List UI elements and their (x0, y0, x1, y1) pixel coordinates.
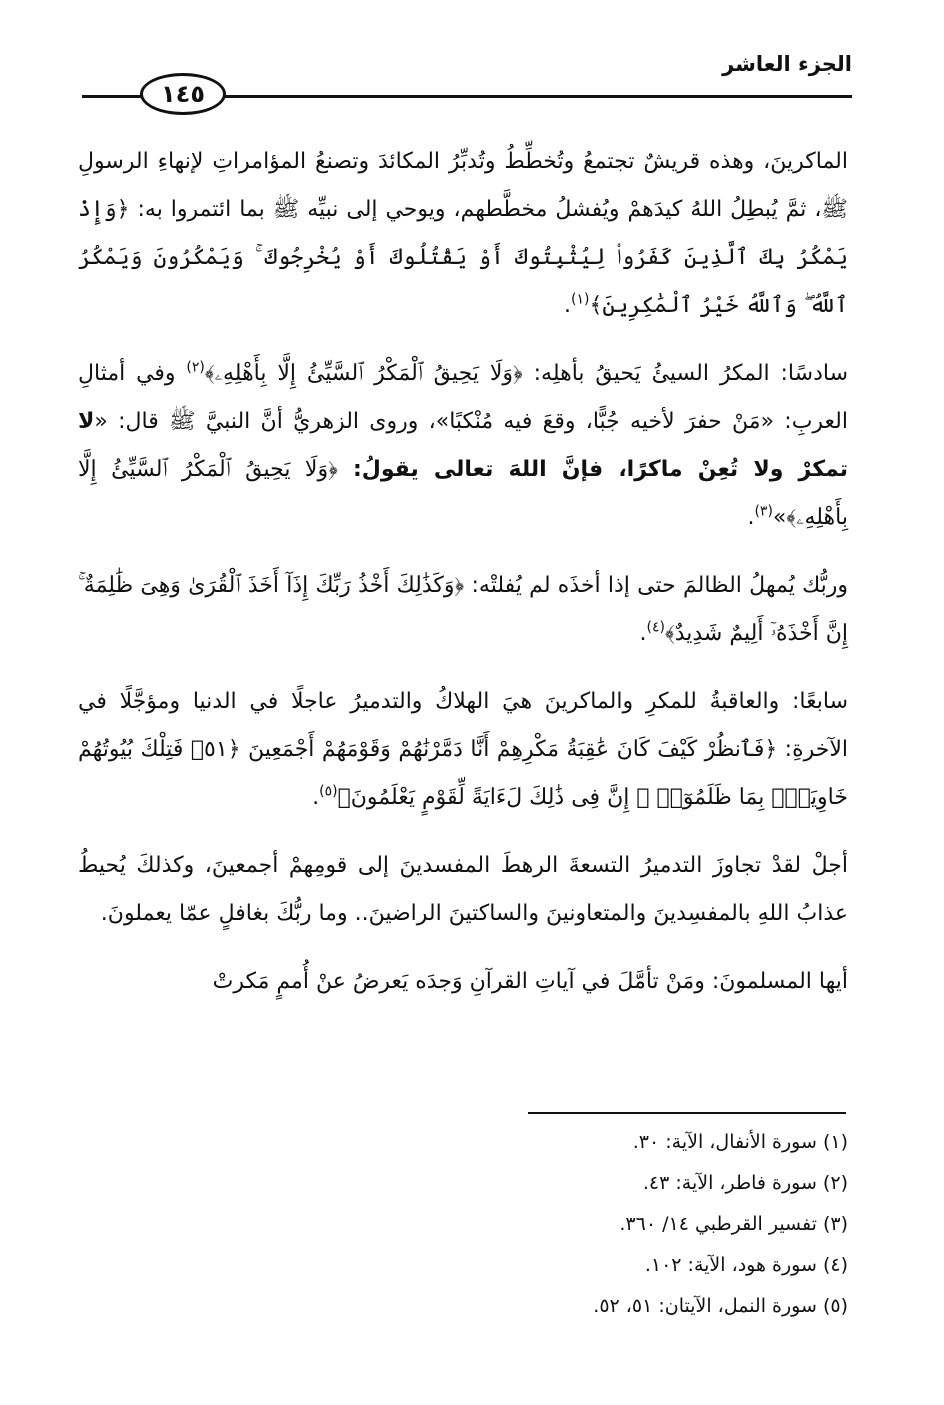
page-number: ١٤٥ (140, 73, 226, 115)
quran-verse: ﴿وَكَذَٰلِكَ أَخْذُ رَبِّكَ إِذَآ أَخَذَ ٱلْقُرَىٰ وَهِىَ ظَٰلِمَةٌ ۚ إِنَّ أَخْذَهُۥٓ أَلِيمٌ شَدِيدٌ﴾ (78, 573, 848, 646)
footnote-ref-4: (٤) (646, 619, 665, 636)
hadith-quote: لا تمكرْ ولا تُعِنْ ماكرًا، فإنَّ اللهَ تعالى يقولُ: (78, 409, 849, 482)
paragraph-text: أجلْ لقدْ تجاوزَ التدميرُ التسعةَ الرهطَ المفسدينَ إلى قومِهمْ أجمعينَ، وكذلكَ يُحيطُ عذابُ اللهِ بالمفسِدينَ والمتعاونينَ والساكتينَ الراضينَ.. وما ربُّكَ بغافلٍ عمّا يعملونَ. (78, 853, 848, 926)
paragraph-end: . (312, 785, 320, 810)
footnote-1: (١) سورة الأنفال، الآية: ٣٠. (632, 1131, 848, 1153)
paragraph-text: سادسًا: المكرُ السيئُ يَحيقُ بأهلِه: (522, 361, 848, 386)
footnote-rule (528, 1112, 846, 1114)
paragraph-5 (78, 842, 848, 938)
paragraph-text: أيها المسلمونَ: ومَنْ تأمَّلَ في آياتِ القرآنِ وَجدَه يَعرضُ عنْ أُممٍ مَكرتْ (212, 969, 848, 994)
footnote-4: (٤) سورة هود، الآية: ١٠٢. (644, 1254, 848, 1276)
paragraph-3 (78, 562, 848, 658)
paragraph-text: وربُّك يُمهلُ الظالمَ حتى إذا أخذَه لم يُفلتْه: (464, 573, 848, 598)
quran-verse: ﴿فَٱنظُرْ كَيْفَ كَانَ عَٰقِبَةُ مَكْرِهِمْ أَنَّا دَمَّرْنَٰهُمْ وَقَوْمَهُمْ أَجْمَعِينَ ﴿٥١﴾ فَتِلْكَ بُيُوتُهُمْ خَاوِيَةًۢ بِمَا ظَلَمُوٓا۟ ۗ إِنَّ فِى ذَٰلِكَ لَءَايَةً لِّقَوْمٍ يَعْلَمُونَ﴾ (78, 737, 848, 810)
quran-verse: ﴿وَإِذْ يَمْكُرُ بِكَ ٱلَّذِينَ كَفَرُوا۟ لِيُثْبِتُوكَ أَوْ يَقْتُلُوكَ أَوْ يُخْرِجُوكَ ۚ وَيَمْكُرُونَ وَيَمْكُرُ ٱللَّهُ ۖ وَٱللَّهُ خَيْرُ ٱلْمَٰكِرِينَ﴾ (78, 197, 848, 318)
quran-verse: ﴿وَلَا يَحِيقُ ٱلْمَكْرُ ٱلسَّيِّئُ إِلَّا بِأَهْلِهِۦ﴾ (78, 457, 848, 530)
paragraph-1 (78, 138, 848, 330)
footnote-5: (٥) سورة النمل، الآيتان: ٥١، ٥٢. (593, 1295, 848, 1317)
quote-close: » (772, 505, 787, 530)
paragraph-2 (78, 350, 848, 542)
running-title: الجزء العاشر (722, 52, 852, 76)
paragraph-end: . (747, 505, 755, 530)
body-text (78, 138, 848, 1006)
paragraph-end: . (639, 621, 647, 646)
paragraph-end: . (564, 293, 572, 318)
footnotes (348, 1122, 848, 1327)
footnote-2: (٢) سورة فاطر، الآية: ٤٣. (642, 1172, 848, 1194)
footnote-ref-1: (١) (571, 291, 590, 308)
paragraph-text: الماكرينَ، وهذه قريشٌ تجتمعُ وتُخطِّطُ وتُدبِّرُ المكائدَ وتصنعُ المؤامراتِ لإنهاءِ الرسولِ ﷺ، ثمَّ يُبطِلُ اللهُ كيدَهمْ ويُفشلُ مخطَّطهم، ويوحي إلى نبيِّه ﷺ بما ائتمروا به: (78, 149, 848, 222)
footnote-ref-5: (٥) (319, 783, 338, 800)
footnote-3: (٣) تفسير القرطبي ١٤/ ٣٦٠. (619, 1213, 848, 1235)
footnote-ref-3: (٣) (754, 503, 773, 520)
paragraph-6 (78, 958, 848, 1006)
page-header (0, 0, 944, 130)
paragraph-text: سابعًا: والعاقبةُ للمكرِ والماكرينَ هيَ الهلاكُ والتدميرُ عاجلًا في الدنيا ومؤجَّلًا في الآخرةِ: (78, 689, 848, 762)
paragraph-4 (78, 678, 848, 822)
paragraph-text: وفي أمثالِ العربِ: «مَنْ حفرَ لأخيه جُبًّا، وقعَ فيه مُنْكبًا»، وروى الزهريُّ أنَّ النبيَّ ﷺ قال: « (78, 361, 848, 434)
quran-verse: ﴿وَلَا يَحِيقُ ٱلْمَكْرُ ٱلسَّيِّئُ إِلَّا بِأَهْلِهِۦ﴾ (204, 361, 523, 386)
footnote-ref-2: (٢) (186, 359, 205, 376)
